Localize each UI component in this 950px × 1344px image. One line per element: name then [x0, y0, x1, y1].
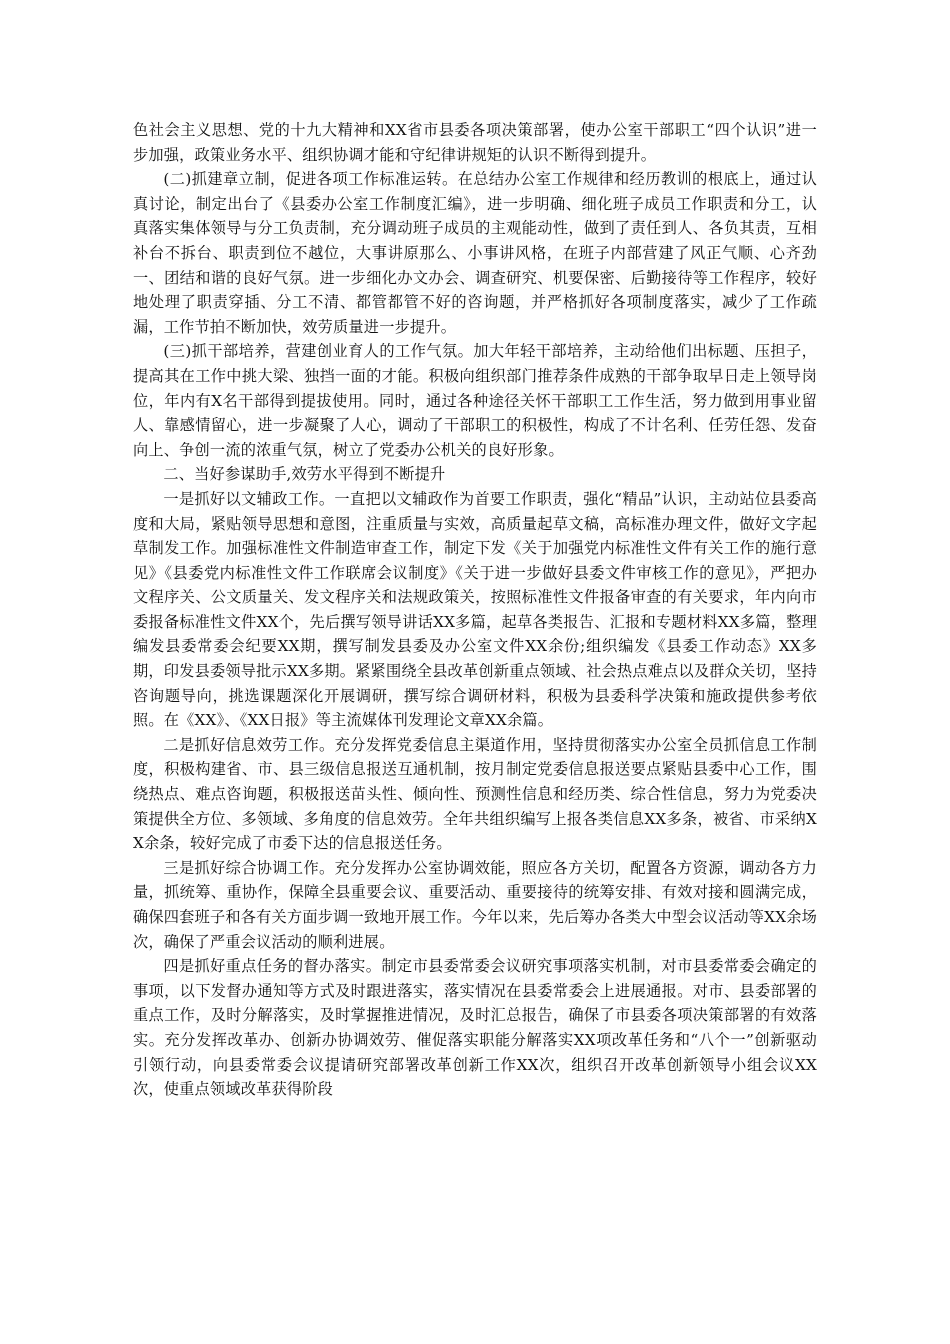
paragraph-6: 二是抓好信息效劳工作。充分发挥党委信息主渠道作用，坚持贯彻落实办公室全员抓信息工作制度，积极构建省、市、县三级信息报送互通机制，按月制定党委信息报送要点紧贴县委中心工作，围绕热点、难点咨询题，积极报送苗头性、倾向性、预测性信息和经历类、综合性信息，努力为党委决策提供全方位、多领域、多角度的信息效劳。全年共组织编写上报各类信息XX多条，被省、市采纳XX余条，较好完成了市委下达的信息报送任务。 — [133, 735, 817, 853]
paragraph-1: 色社会主义思想、党的十九大精神和XX省市县委各项决策部署，使办公室干部职工“四个认识”进一步加强，政策业务水平、组织协调才能和守纪律讲规矩的认识不断得到提升。 — [133, 121, 817, 164]
paragraph-8: 四是抓好重点任务的督办落实。制定市县委常委会议研究事项落实机制，对市县委常委会确定的事项，以下发督办通知等方式及时跟进落实，落实情况在县委常委会上进展通报。对市、县委部署的重点工作，及时分解落实，及时掌握推进情况，及时汇总报告，确保了市县委各项决策部署的有效落实。充分发挥改革办、创新办协调效劳、催促落实职能分解落实XX项改革任务和“八个一”创新驱动引领行动，向县委常委会议提请研究部署改革创新工作XX次，组织召开改革创新领导小组会议XX次，使重点领域改革获得阶段 — [133, 957, 817, 1099]
paragraph-7: 三是抓好综合协调工作。充分发挥办公室协调效能，照应各方关切，配置各方资源，调动各方力量，抓统筹、重协作，保障全县重要会议、重要活动、重要接待的统筹安排、有效对接和圆满完成，确保四套班子和各有关方面步调一致地开展工作。今年以来，先后筹办各类大中型会议活动等XX余场次，确保了严重会议活动的顺利进展。 — [133, 858, 817, 951]
paragraph-3: (三)抓干部培养，营建创业育人的工作气氛。加大年轻干部培养，主动给他们出标题、压担子，提高其在工作中挑大梁、独挡一面的才能。积极向组织部门推荐条件成熟的干部争取早日走上领导岗位，年内有X名干部得到提拔使用。同时，通过各种途径关怀干部职工工作生活，努力做到用事业留人、靠感情留心，进一步凝聚了人心，调动了干部职工的积极性，构成了不计名利、任劳任怨、发奋向上、争创一流的浓重气氛，树立了党委办公机关的良好形象。 — [133, 342, 817, 459]
paragraph-5: 一是抓好以文辅政工作。一直把以文辅政作为首要工作职责，强化“精品”认识，主动站位县委高度和大局，紧贴领导思想和意图，注重质量与实效，高质量起草文稿，高标准办理文件，做好文字起草制发工作。加强标准性文件制造审查工作，制定下发《关于加强党内标准性文件有关工作的施行意见》《县委党内标准性文件工作联席会议制度》《关于进一步做好县委文件审核工作的意见》，严把办文程序关、公文质量关、发文程序关和法规政策关，按照标准性文件报备审查的有关要求，年内向市委报备标准性文件XX个，先后撰写领导讲话XX多篇，起草各类报告、汇报和专题材料XX多篇，整理编发县委常委会纪要XX期，撰写制发县委及办公室文件XX余份;组织编发《县委工作动态》XX多期，印发县委领导批示XX多期。紧紧围绕全县改革创新重点领域、社会热点难点以及群众关切，坚持咨询题导向，挑选课题深化开展调研，撰写综合调研材料，积极为县委科学决策和施政提供参考依照。在《XX》、《XX日报》等主流媒体刊发理论文章XX余篇。 — [133, 489, 817, 730]
paragraph-2: (二)抓建章立制，促进各项工作标准运转。在总结办公室工作规律和经历教训的根底上，通过认真讨论，制定出台了《县委办公室工作制度汇编》，进一步明确、细化班子成员工作职责和分工，认真落实集体领导与分工负责制，充分调动班子成员的主观能动性，做到了责任到人、各负其责，互相补台不拆台、职责到位不越位，大事讲原那么、小事讲风格，在班子内部营建了风正气顺、心齐劲一、团结和谐的良好气氛。进一步细化办文办会、调查研究、机要保密、后勤接待等工作程序，较好地处理了职责穿插、分工不清、都管都管不好的咨询题，并严格抓好各项制度落实，减少了工作疏漏，工作节拍不断加快，效劳质量进一步提升。 — [133, 170, 817, 336]
section-heading: 二、当好参谋助手,效劳水平得到不断提升 — [163, 465, 446, 484]
document-page — [133, 118, 817, 1102]
